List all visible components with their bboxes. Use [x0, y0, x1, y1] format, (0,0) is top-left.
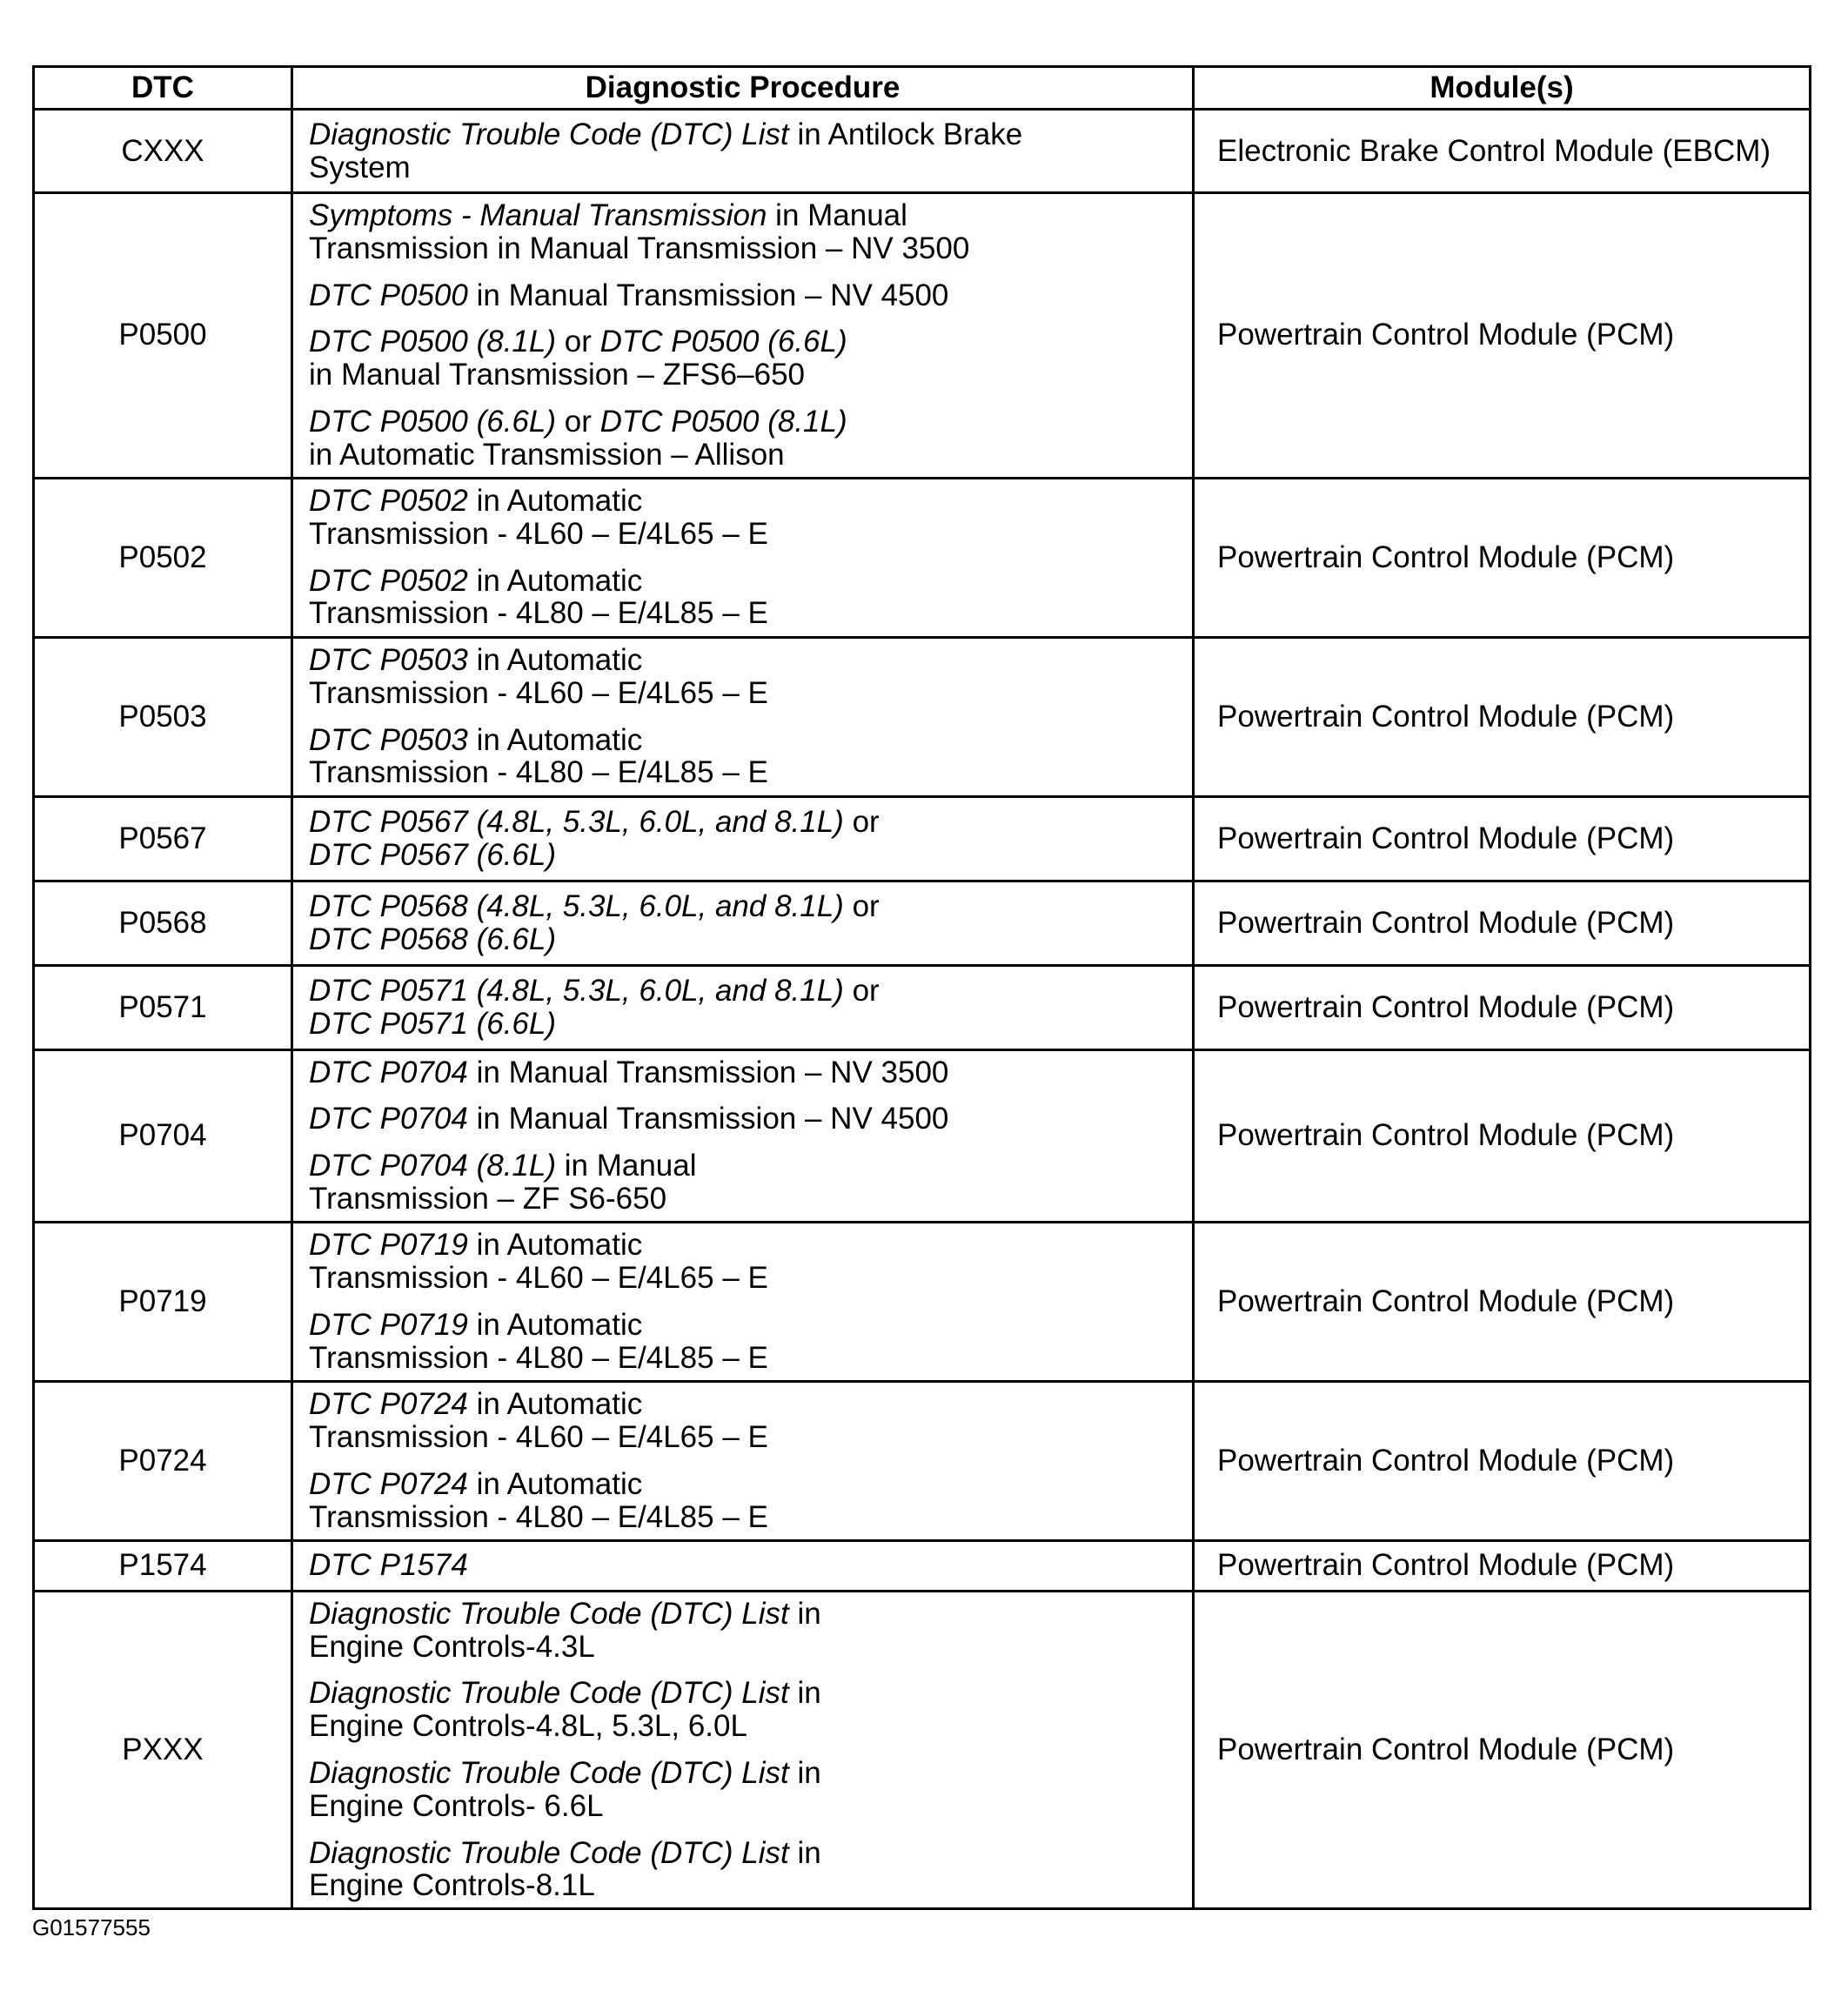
- procedure-line: [309, 1468, 1178, 1501]
- procedure-reference: DTC P0568 (6.6L): [309, 922, 557, 956]
- dtc-code-cell: P0724: [34, 1381, 292, 1540]
- procedure-text: Transmission - 4L80 – E/4L85 – E: [309, 755, 768, 790]
- procedure-reference: DTC P0724: [309, 1466, 468, 1501]
- procedure-line: [309, 890, 1178, 923]
- procedure-text: in Manual Transmission – NV 4500: [467, 278, 949, 312]
- procedure-entry: [309, 644, 1178, 710]
- procedure-line: [309, 518, 1178, 551]
- procedure-line: [309, 1677, 1178, 1710]
- procedure-line: [309, 1229, 1178, 1262]
- module-cell: Powertrain Control Module (PCM): [1194, 1049, 1811, 1222]
- table-row: [34, 881, 1811, 965]
- procedure-entry: [309, 1056, 1178, 1089]
- procedure-line: [309, 677, 1178, 710]
- procedure-entry: [309, 1598, 1178, 1664]
- dtc-code-cell: P0571: [34, 965, 292, 1049]
- module-cell: Powertrain Control Module (PCM): [1194, 1591, 1811, 1908]
- procedure-line: [309, 1388, 1178, 1421]
- procedure-entry: [309, 325, 1178, 392]
- procedure-text: in Automatic: [467, 1466, 643, 1501]
- diagnostic-procedure-cell: [292, 965, 1194, 1049]
- procedure-text: or: [843, 973, 880, 1008]
- procedure-text: in Manual Transmission – NV 3500: [467, 1055, 949, 1089]
- diagnostic-procedure-cell: [292, 1222, 1194, 1381]
- procedure-line: [309, 1056, 1178, 1089]
- procedure-text: or: [843, 804, 880, 839]
- procedure-entry: [309, 1229, 1178, 1295]
- procedure-text: in Automatic: [467, 1307, 643, 1342]
- procedure-text: System: [309, 150, 411, 184]
- procedure-line: [309, 975, 1178, 1008]
- procedure-entry: [309, 1388, 1178, 1454]
- table-header-row: [34, 67, 1811, 110]
- dtc-code-cell: P0500: [34, 193, 292, 479]
- procedure-text: Engine Controls- 6.6L: [309, 1788, 604, 1823]
- procedure-entry: [309, 975, 1178, 1041]
- procedure-entry: [309, 1149, 1178, 1216]
- module-cell: Powertrain Control Module (PCM): [1194, 637, 1811, 796]
- module-cell: Powertrain Control Module (PCM): [1194, 193, 1811, 479]
- procedure-text: in Manual Transmission – NV 4500: [467, 1102, 949, 1136]
- procedure-line: [309, 1598, 1178, 1631]
- dtc-code-cell: P0568: [34, 881, 292, 965]
- dtc-code-cell: CXXX: [34, 110, 292, 193]
- table-row: [34, 193, 1811, 479]
- procedure-text: Transmission - 4L80 – E/4L85 – E: [309, 596, 768, 631]
- procedure-entry: [309, 724, 1178, 790]
- procedure-reference: DTC P0500 (6.6L): [309, 404, 557, 439]
- procedure-entry: [309, 405, 1178, 472]
- table-row: [34, 1222, 1811, 1381]
- procedure-reference: DTC P0503: [309, 722, 468, 757]
- module-cell: Electronic Brake Control Module (EBCM): [1194, 110, 1811, 193]
- procedure-text: in Antilock Brake: [788, 117, 1023, 151]
- table-row: [34, 110, 1811, 193]
- procedure-line: [309, 232, 1178, 265]
- procedure-text: or: [556, 325, 600, 359]
- procedure-text: Engine Controls-8.1L: [309, 1868, 595, 1903]
- procedure-line: [309, 1309, 1178, 1342]
- procedure-entry: [309, 806, 1178, 872]
- table-row: [34, 1591, 1811, 1908]
- procedure-reference: DTC P0719: [309, 1228, 468, 1263]
- dtc-code-cell: P0567: [34, 796, 292, 881]
- procedure-text: Transmission - 4L60 – E/4L65 – E: [309, 675, 768, 710]
- procedure-line: [309, 359, 1178, 392]
- procedure-text: in: [788, 1676, 821, 1711]
- procedure-text: or: [843, 888, 880, 923]
- procedure-line: [309, 839, 1178, 872]
- procedure-line: [309, 1757, 1178, 1790]
- procedure-text: Transmission in Manual Transmission – NV 3500: [309, 231, 970, 265]
- header-diagnostic-procedure: Diagnostic Procedure: [292, 67, 1194, 110]
- procedure-text: in Automatic: [467, 1228, 643, 1263]
- diagnostic-procedure-cell: [292, 1540, 1194, 1591]
- procedure-reference: DTC P0502: [309, 483, 468, 518]
- procedure-text: Engine Controls-4.8L, 5.3L, 6.0L: [309, 1709, 747, 1744]
- procedure-entry: [309, 1677, 1178, 1743]
- procedure-reference: DTC P0500 (6.6L): [599, 325, 847, 359]
- procedure-text: in Automatic: [467, 483, 643, 518]
- procedure-text: in Manual: [556, 1149, 697, 1183]
- procedure-line: [309, 806, 1178, 839]
- procedure-text: Transmission – ZF S6-650: [309, 1181, 667, 1216]
- dtc-code-cell: P0502: [34, 478, 292, 637]
- procedure-text: Transmission - 4L80 – E/4L85 – E: [309, 1340, 768, 1375]
- table-body: [34, 110, 1811, 1909]
- procedure-line: [309, 1710, 1178, 1743]
- header-modules: Module(s): [1194, 67, 1811, 110]
- procedure-text: in Automatic: [467, 722, 643, 757]
- procedure-line: [309, 1342, 1178, 1375]
- procedure-line: [309, 118, 1178, 151]
- procedure-line: [309, 1869, 1178, 1902]
- procedure-entry: [309, 279, 1178, 312]
- procedure-reference: DTC P0500: [309, 278, 468, 312]
- procedure-line: [309, 1183, 1178, 1216]
- procedure-reference: DTC P0502: [309, 563, 468, 598]
- procedure-text: Transmission - 4L60 – E/4L65 – E: [309, 1419, 768, 1454]
- procedure-reference: DTC P0719: [309, 1307, 468, 1342]
- procedure-line: [309, 439, 1178, 472]
- header-dtc: DTC: [34, 67, 292, 110]
- procedure-line: [309, 199, 1178, 232]
- procedure-reference: Diagnostic Trouble Code (DTC) List: [309, 1835, 789, 1870]
- procedure-line: [309, 1790, 1178, 1823]
- procedure-line: [309, 151, 1178, 184]
- procedure-reference: DTC P0500 (8.1L): [599, 404, 847, 439]
- procedure-text: in Manual Transmission – ZFS6–650: [309, 358, 805, 392]
- diagnostic-procedure-cell: [292, 881, 1194, 965]
- procedure-line: [309, 1421, 1178, 1454]
- procedure-entry: [309, 565, 1178, 631]
- procedure-text: in Manual: [767, 198, 907, 232]
- procedure-text: in Automatic: [467, 563, 643, 598]
- procedure-reference: Diagnostic Trouble Code (DTC) List: [309, 1676, 789, 1711]
- procedure-entry: [309, 1549, 1178, 1582]
- procedure-line: [309, 279, 1178, 312]
- procedure-reference: Diagnostic Trouble Code (DTC) List: [309, 1755, 789, 1790]
- procedure-line: [309, 1262, 1178, 1295]
- procedure-text: in Automatic Transmission – Allison: [309, 437, 785, 472]
- dtc-table: [32, 65, 1811, 1910]
- procedure-reference: DTC P0500 (8.1L): [309, 325, 557, 359]
- table-row: [34, 478, 1811, 637]
- module-cell: Powertrain Control Module (PCM): [1194, 796, 1811, 881]
- procedure-text: or: [556, 404, 600, 439]
- procedure-entry: [309, 1468, 1178, 1534]
- dtc-code-cell: P0704: [34, 1049, 292, 1222]
- table-row: [34, 1540, 1811, 1591]
- module-cell: Powertrain Control Module (PCM): [1194, 965, 1811, 1049]
- procedure-reference: DTC P0567 (6.6L): [309, 837, 557, 872]
- procedure-reference: DTC P1574: [309, 1548, 468, 1583]
- procedure-reference: DTC P0568 (4.8L, 5.3L, 6.0L, and 8.1L): [309, 888, 844, 923]
- procedure-text: in: [788, 1835, 821, 1870]
- procedure-line: [309, 565, 1178, 598]
- procedure-line: [309, 597, 1178, 630]
- dtc-code-cell: P1574: [34, 1540, 292, 1591]
- procedure-entry: [309, 118, 1178, 184]
- module-cell: Powertrain Control Module (PCM): [1194, 1540, 1811, 1591]
- module-cell: Powertrain Control Module (PCM): [1194, 478, 1811, 637]
- procedure-line: [309, 756, 1178, 789]
- procedure-text: in: [788, 1596, 821, 1631]
- procedure-text: in: [788, 1755, 821, 1790]
- procedure-reference: DTC P0704: [309, 1102, 468, 1136]
- procedure-line: [309, 405, 1178, 439]
- procedure-entry: [309, 199, 1178, 265]
- table-row: [34, 965, 1811, 1049]
- diagnostic-procedure-cell: [292, 637, 1194, 796]
- procedure-entry: [309, 1837, 1178, 1903]
- procedure-line: [309, 485, 1178, 518]
- diagnostic-procedure-cell: [292, 193, 1194, 479]
- procedure-line: [309, 1149, 1178, 1183]
- procedure-line: [309, 1103, 1178, 1136]
- procedure-reference: DTC P0567 (4.8L, 5.3L, 6.0L, and 8.1L): [309, 804, 844, 839]
- diagnostic-procedure-cell: [292, 1049, 1194, 1222]
- procedure-line: [309, 1631, 1178, 1664]
- module-cell: Powertrain Control Module (PCM): [1194, 1222, 1811, 1381]
- module-cell: Powertrain Control Module (PCM): [1194, 1381, 1811, 1540]
- module-cell: Powertrain Control Module (PCM): [1194, 881, 1811, 965]
- diagnostic-procedure-cell: [292, 1591, 1194, 1908]
- diagnostic-procedure-cell: [292, 1381, 1194, 1540]
- procedure-entry: [309, 1103, 1178, 1136]
- procedure-line: [309, 1837, 1178, 1870]
- procedure-reference: DTC P0571 (4.8L, 5.3L, 6.0L, and 8.1L): [309, 973, 844, 1008]
- dtc-code-cell: P0719: [34, 1222, 292, 1381]
- procedure-text: in Automatic: [467, 642, 643, 677]
- procedure-text: Transmission - 4L80 – E/4L85 – E: [309, 1499, 768, 1534]
- procedure-reference: DTC P0704 (8.1L): [309, 1149, 557, 1183]
- procedure-entry: [309, 485, 1178, 551]
- table-row: [34, 1049, 1811, 1222]
- table-row: [34, 637, 1811, 796]
- dtc-code-cell: PXXX: [34, 1591, 292, 1908]
- procedure-line: [309, 923, 1178, 956]
- procedure-reference: DTC P0724: [309, 1387, 468, 1422]
- procedure-reference: Diagnostic Trouble Code (DTC) List: [309, 117, 789, 151]
- procedure-text: in Automatic: [467, 1387, 643, 1422]
- diagnostic-procedure-cell: [292, 478, 1194, 637]
- procedure-entry: [309, 1309, 1178, 1375]
- procedure-reference: DTC P0704: [309, 1055, 468, 1089]
- table-row: [34, 796, 1811, 881]
- procedure-entry: [309, 1757, 1178, 1823]
- procedure-entry: [309, 890, 1178, 956]
- procedure-line: [309, 1008, 1178, 1041]
- procedure-line: [309, 724, 1178, 757]
- procedure-line: [309, 1501, 1178, 1534]
- procedure-line: [309, 1549, 1178, 1582]
- table-row: [34, 1381, 1811, 1540]
- procedure-text: Engine Controls-4.3L: [309, 1629, 595, 1664]
- procedure-reference: Diagnostic Trouble Code (DTC) List: [309, 1596, 789, 1631]
- procedure-line: [309, 325, 1178, 359]
- procedure-text: Transmission - 4L60 – E/4L65 – E: [309, 516, 768, 551]
- procedure-reference: DTC P0571 (6.6L): [309, 1006, 557, 1041]
- diagnostic-procedure-cell: [292, 110, 1194, 193]
- dtc-code-cell: P0503: [34, 637, 292, 796]
- procedure-reference: Symptoms - Manual Transmission: [309, 198, 767, 232]
- procedure-reference: DTC P0503: [309, 642, 468, 677]
- figure-id-caption: G01577555: [32, 1914, 151, 1940]
- diagnostic-procedure-cell: [292, 796, 1194, 881]
- procedure-text: Transmission - 4L60 – E/4L65 – E: [309, 1260, 768, 1295]
- procedure-line: [309, 644, 1178, 677]
